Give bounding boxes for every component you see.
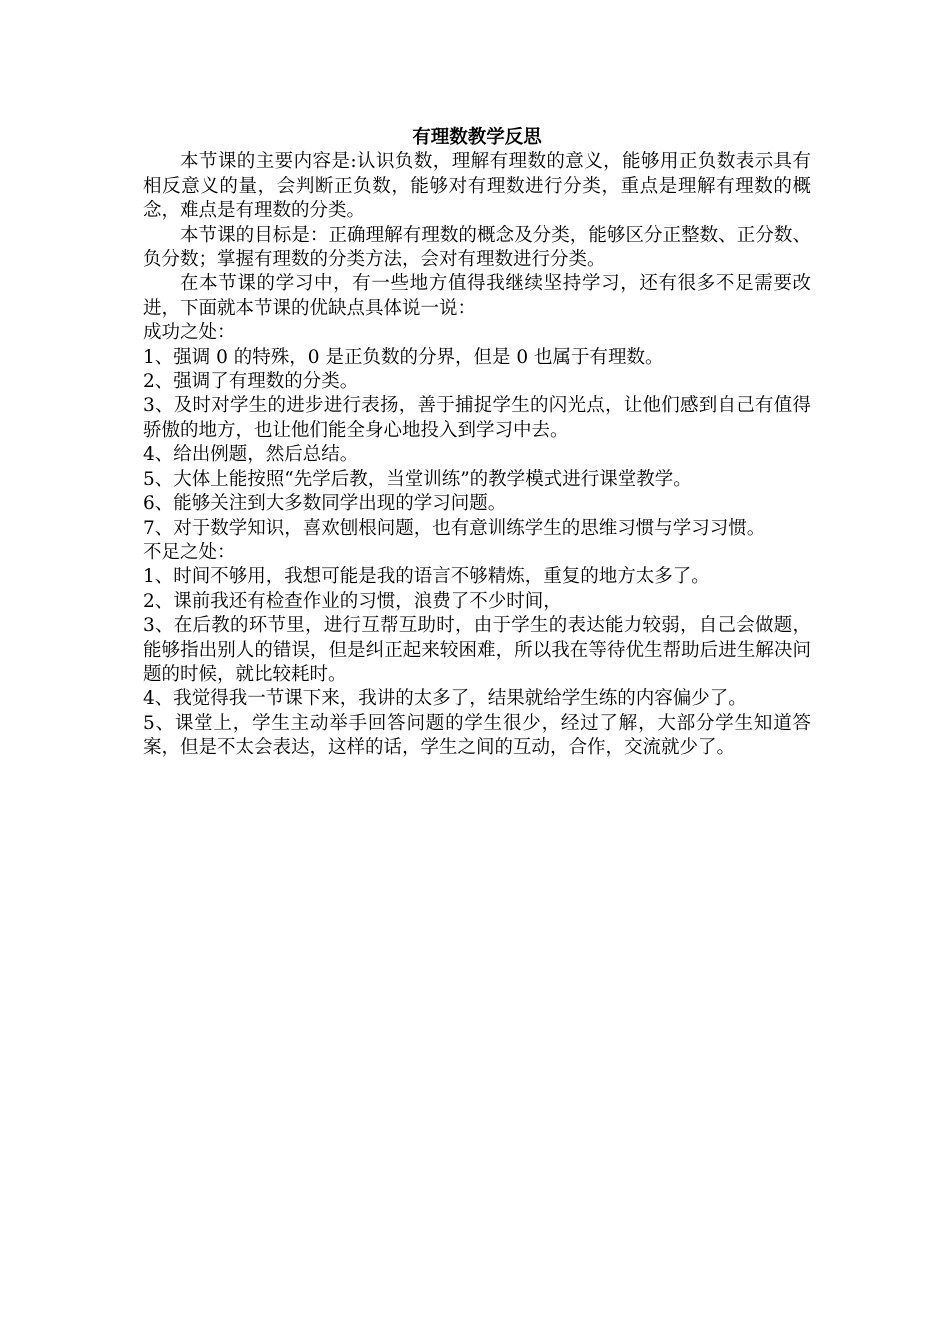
strength-item: 4、给出例题，然后总结。 [143,444,359,466]
strength-item: 7、对于数学知识，喜欢刨根问题，也有意训练学生的思维习惯与学习习惯。 [143,517,766,539]
document-body [143,126,811,761]
weakness-item: 2、课前我还有检查作业的习惯，浪费了不少时间， [143,590,562,612]
weakness-item: 1、时间不够用，我想可能是我的语言不够精炼，重复的地方太多了。 [143,566,710,588]
strength-item: 2、强调了有理数的分类。 [143,371,359,393]
strength-item: 1、强调 0 的特殊，0 是正负数的分界，但是 0 也属于有理数。 [143,346,664,368]
strengths-heading: 成功之处： [143,322,236,344]
document-title: 有理数教学反思 [412,127,542,148]
weakness-item: 5、课堂上，学生主动举手回答问题的学生很少，经过了解，大部分学生知道答案，但是不太会表达，这样的话，学生之间的互动，合作，交流就少了。 [143,712,811,759]
intro-paragraph-content: 本节课的主要内容是:认识负数，理解有理数的意义，能够用正负数表示具有相反意义的量，会判断正负数，能够对有理数进行分类，重点是理解有理数的概念，难点是有理数的分类。 [143,151,811,222]
strength-item: 5、大体上能按照“先学后教，当堂训练”的教学模式进行课堂教学。 [143,468,692,490]
intro-paragraph-overview: 在本节课的学习中，有一些地方值得我继续坚持学习，还有很多不足需要改进，下面就本节课的优缺点具体说一说： [143,273,811,319]
intro-paragraph-goals: 本节课的目标是：正确理解有理数的概念及分类，能够区分正整数、正分数、负分数；掌握有理数的分类方法，会对有理数进行分类。 [143,224,811,271]
weakness-item: 3、在后教的环节里，进行互帮互助时，由于学生的表达能力较弱，自己会做题，能够指出别人的错误，但是纠正起来较困难，所以我在等待优生帮助后进生解决问题的时候，就比较耗时。 [143,615,811,685]
strength-item: 3、及时对学生的进步进行表扬，善于捕捉学生的闪光点，让他们感到自己有值得骄傲的地方，也让他们能全身心地投入到学习中去。 [143,395,811,441]
weaknesses-heading: 不足之处： [143,541,236,563]
weakness-item: 4、我觉得我一节课下来，我讲的太多了，结果就给学生练的内容偏少了。 [143,688,747,710]
strength-item: 6、能够关注到大多数同学出现的学习问题。 [143,493,507,515]
